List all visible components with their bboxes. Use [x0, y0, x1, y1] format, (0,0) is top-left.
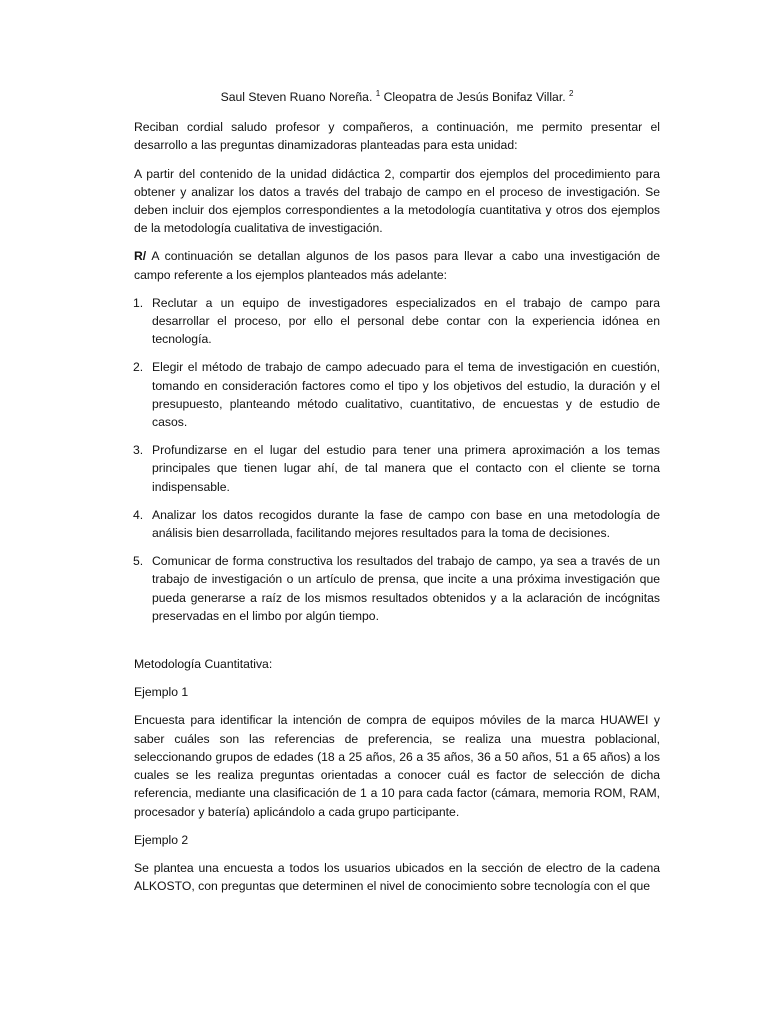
author-1-name: Saul Steven Ruano Noreña.	[220, 90, 373, 104]
list-item-text: Analizar los datos recogidos durante la fase de campo con base en una metodología de análisis bien desarrollada, facilitando mejores resultados para la toma de decisiones.	[152, 507, 660, 541]
question-paragraph: A partir del contenido de la unidad didáctica 2, compartir dos ejemplos del procedimiento para obtener y analizar los datos a través del trabajo de campo en el proceso de investigación. Se deben incluir dos ejemplos correspondientes a la metodología cuantitativa y otros dos ejemplos de la metodología cualitativa de investigación.	[134, 166, 660, 236]
list-item	[134, 506, 660, 542]
answer-label: R/	[134, 249, 147, 264]
list-item-number: 3.	[133, 443, 144, 458]
list-item-number: 5.	[133, 554, 144, 569]
section-heading: Metodología Cuantitativa:	[134, 657, 273, 672]
example-2-paragraph: Se plantea una encuesta a todos los usuarios ubicados en la sección de electro de la cadena ALKOSTO, con preguntas que determinen el nivel de conocimiento sobre tecnología con el que	[134, 860, 660, 894]
steps-list	[134, 294, 660, 625]
author-2-superscript: 2	[568, 88, 574, 98]
example-1-heading: Ejemplo 1	[134, 685, 189, 700]
list-item-text: Elegir el método de trabajo de campo adecuado para el tema de investigación en cuestión, tomando en consideración factores como el tipo y los objetivos del estudio, la duración y el presupuesto, planteando método cualitativo, cuantitativo, de encuestas y de estudio de casos.	[152, 360, 660, 430]
intro-paragraph: Reciban cordial saludo profesor y compañeros, a continuación, me permito presentar el desarrollo a las preguntas dinamizadoras planteadas para esta unidad:	[134, 120, 660, 153]
list-item-text: Comunicar de forma constructiva los resultados del trabajo de campo, ya sea a través de un trabajo de investigación o un artículo de prensa, que incite a una próxima investigación que pueda generarse a raíz de los mismos resultados obtenidos y a la aclaración de incógnitas preservadas en el limbo por algún tiempo.	[152, 554, 660, 623]
list-item-number: 2.	[133, 360, 144, 375]
list-item-number: 4.	[133, 507, 144, 522]
authors-line	[134, 88, 660, 106]
example-2-heading: Ejemplo 2	[134, 832, 189, 847]
list-item-text: Reclutar a un equipo de investigadores especializados en el trabajo de campo para desarrollar el proceso, por ello el personal debe contar con la experiencia idónea en tecnología.	[152, 295, 660, 347]
example-1-paragraph: Encuesta para identificar la intención de compra de equipos móviles de la marca HUAWEI y saber cuáles son las referencias de preferencia, se realiza una muestra poblacional, seleccionando grupos de edades (18 a 25 años, 26 a 35 años, 36 a 50 años, 51 a 65 años) a los cuales se les realiza preguntas orientadas a conocer cuál es factor de selección de dicha referencia, mediante una clasificación de 1 a 10 para cada factor (cámara, memoria ROM, RAM, procesador y batería) aplicándolo a cada grupo participante.	[134, 713, 660, 819]
list-item	[134, 552, 660, 625]
document-body	[134, 88, 660, 905]
list-item	[134, 441, 660, 496]
list-item	[134, 358, 660, 431]
author-1-superscript: 1	[375, 88, 381, 98]
answer-text: A continuación se detallan algunos de los pasos para llevar a cabo una investigación de campo referente a los ejemplos planteados más adelante:	[134, 249, 660, 282]
list-item	[134, 294, 660, 349]
list-item-text: Profundizarse en el lugar del estudio para tener una primera aproximación a los temas principales que tienen lugar ahí, de tal manera que el contacto con el cliente se torna indispensable.	[152, 443, 660, 494]
answer-paragraph	[134, 247, 660, 283]
author-2-name: Cleopatra de Jesús Bonifaz Villar.	[383, 90, 566, 104]
list-item-number: 1.	[133, 295, 144, 310]
